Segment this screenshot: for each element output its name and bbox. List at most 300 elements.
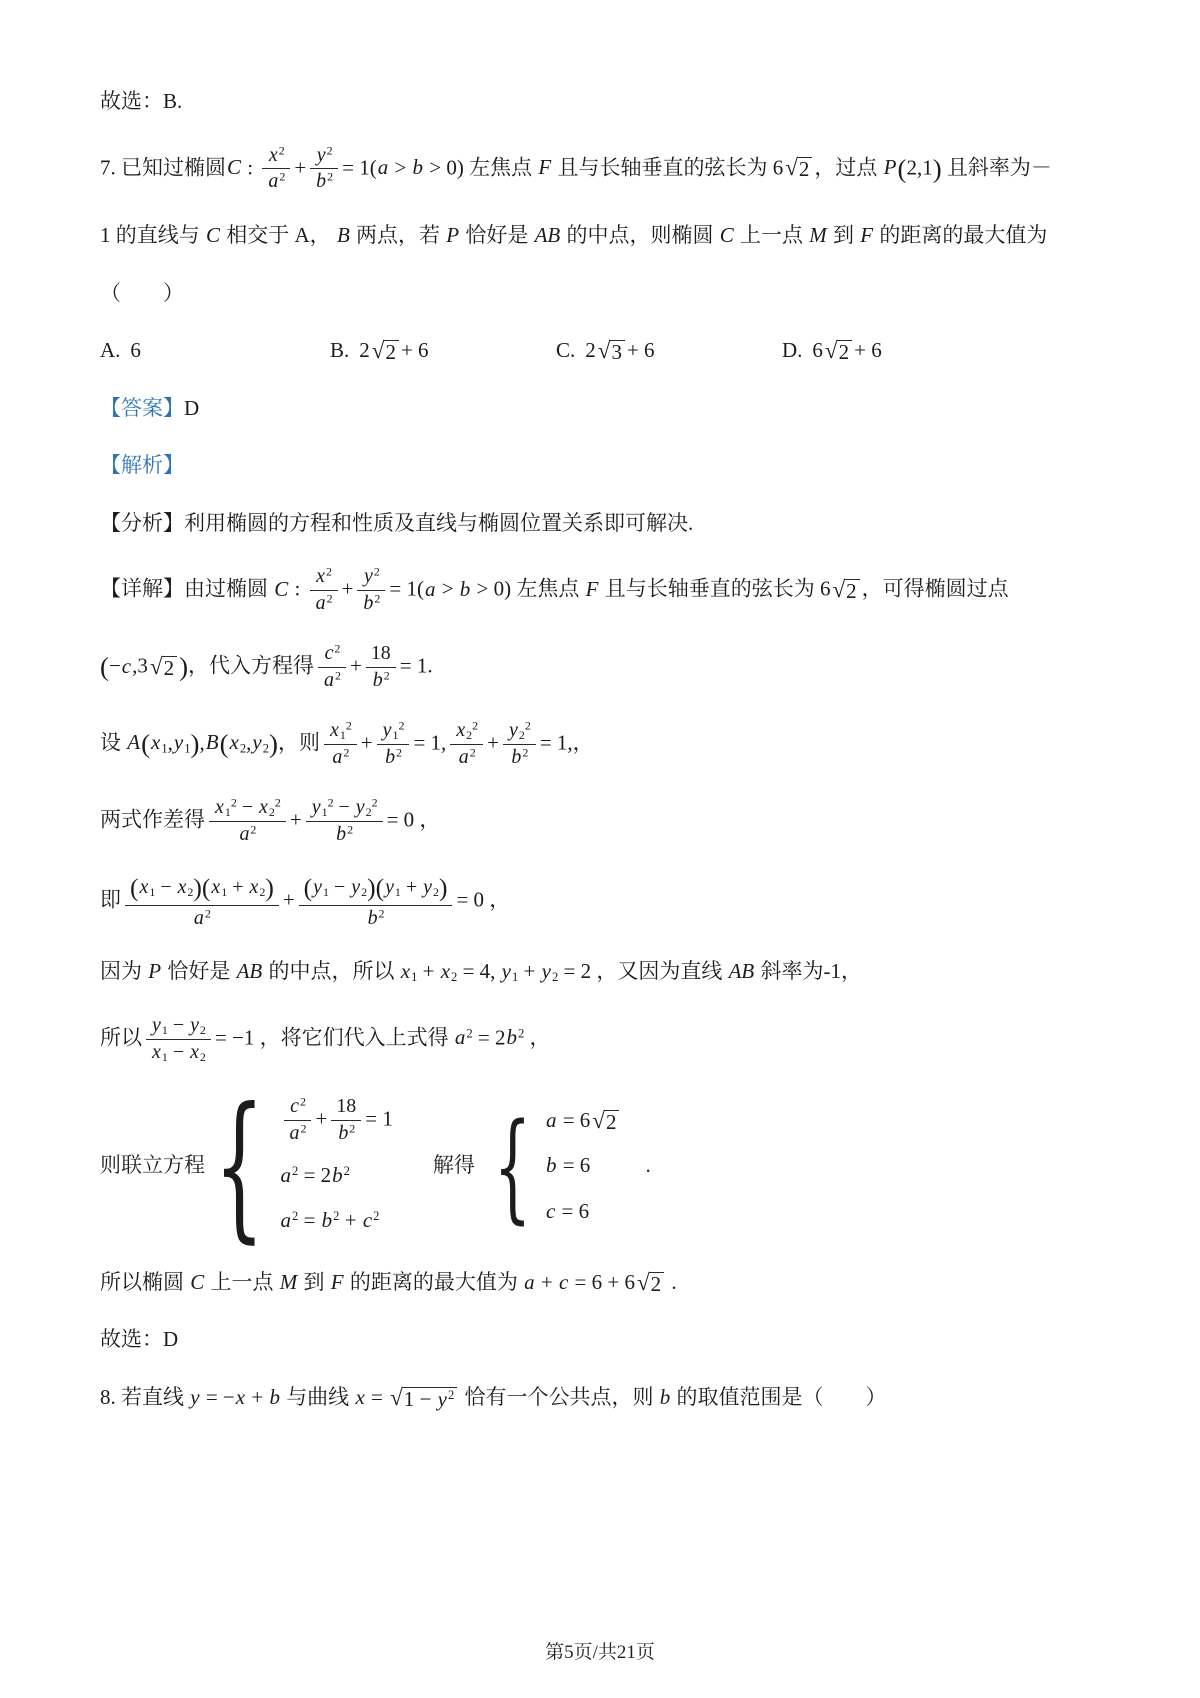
fraction-numerator bbox=[318, 642, 346, 668]
radical bbox=[832, 575, 859, 603]
subscript: 1 bbox=[394, 884, 401, 899]
math-var: AB bbox=[728, 959, 755, 984]
text-run: = 4, bbox=[457, 959, 501, 984]
text-run: 且与长轴垂直的弦长为 6 bbox=[552, 154, 784, 179]
radical bbox=[592, 1106, 619, 1134]
fraction bbox=[310, 565, 338, 616]
subscript: 2 bbox=[259, 884, 266, 899]
fraction-numerator bbox=[331, 1095, 361, 1121]
text-run: + bbox=[487, 730, 499, 755]
text-run: ，过点 bbox=[814, 154, 883, 179]
question-7-line-2 bbox=[100, 220, 1108, 252]
fraction-numerator bbox=[310, 565, 338, 591]
superscript: 2 bbox=[230, 795, 237, 810]
text-run: + bbox=[246, 1384, 269, 1409]
text-run: 【分析】利用椭圆的方程和性质及直线与椭圆位置关系即可解决. bbox=[100, 510, 694, 535]
option-label: B. bbox=[330, 338, 350, 363]
text-run: − bbox=[108, 653, 121, 678]
subscript: 2 bbox=[432, 884, 439, 899]
math-var: F bbox=[538, 154, 552, 179]
radicand bbox=[837, 340, 853, 364]
text-run: 故选：D bbox=[100, 1327, 179, 1352]
radical bbox=[371, 337, 399, 365]
radical-sign: √ bbox=[597, 337, 611, 364]
subscript: 2 bbox=[518, 728, 525, 743]
text-run: （ ） bbox=[100, 280, 184, 305]
detail-line-4 bbox=[100, 796, 1108, 847]
radicand bbox=[402, 1387, 457, 1411]
text-run: = 1. bbox=[399, 653, 433, 678]
radical-sign: √ bbox=[636, 1269, 650, 1295]
detail-line-8 bbox=[100, 1267, 1108, 1299]
text-run: ，可得椭圆过点 bbox=[861, 576, 1009, 601]
math-var: A bbox=[127, 730, 141, 755]
subscript: 1 bbox=[339, 728, 346, 743]
superscript: 2 bbox=[345, 718, 352, 733]
text-run: 的距离的最大值为 bbox=[344, 1269, 524, 1294]
fraction-denominator bbox=[209, 822, 286, 847]
math-var: b bbox=[316, 170, 327, 193]
text-run: + bbox=[282, 887, 295, 912]
math-var: x bbox=[355, 1384, 365, 1409]
radicand bbox=[162, 656, 178, 680]
superscript: 2 bbox=[300, 1121, 307, 1136]
subscript: 1 bbox=[184, 741, 191, 756]
math-var: F bbox=[330, 1269, 344, 1294]
math-var: x bbox=[190, 1040, 199, 1063]
math-var: c bbox=[545, 1198, 556, 1223]
paren: ) bbox=[265, 872, 274, 902]
radical bbox=[597, 337, 625, 365]
math-var: b bbox=[412, 154, 424, 179]
option-label: A. bbox=[100, 338, 121, 363]
math-var: b bbox=[363, 592, 374, 615]
text-run: = −1 ，将它们代入上式得 bbox=[214, 1025, 454, 1050]
text-run: = 6 bbox=[557, 1107, 591, 1132]
fraction-denominator bbox=[377, 745, 410, 770]
fraction-denominator bbox=[262, 169, 290, 194]
math-var: a bbox=[524, 1269, 535, 1294]
math-var: x bbox=[215, 796, 224, 818]
fraction bbox=[125, 873, 279, 931]
fraction-denominator bbox=[357, 591, 385, 616]
superscript: 2 bbox=[333, 1209, 340, 1224]
question-7-line-1 bbox=[100, 144, 1108, 195]
fraction-denominator bbox=[306, 822, 383, 847]
math-var: b bbox=[367, 906, 378, 929]
text-run: 恰好是 bbox=[162, 959, 236, 984]
math-var: c bbox=[362, 1208, 373, 1233]
fraction-numerator bbox=[209, 796, 286, 822]
equation-column bbox=[280, 1095, 393, 1237]
text-run: 上一点 bbox=[734, 223, 809, 248]
radical bbox=[636, 1269, 664, 1296]
superscript: 2 bbox=[472, 718, 479, 733]
radical-sign: √ bbox=[390, 1384, 403, 1410]
radicand bbox=[383, 340, 399, 364]
fraction-denominator bbox=[324, 745, 357, 770]
fraction-numerator bbox=[125, 873, 279, 906]
text-run: = 2 ，又因为直线 bbox=[558, 959, 728, 984]
text-run: 18 bbox=[336, 1094, 357, 1117]
text-run: > 0) 左焦点 bbox=[424, 154, 538, 179]
text-run: + bbox=[360, 730, 373, 755]
text-run: = 0 ， bbox=[386, 807, 441, 832]
text-run: 7. 已知过椭圆 bbox=[100, 154, 226, 179]
equation bbox=[280, 1095, 393, 1146]
radical bbox=[149, 652, 177, 680]
superscript: 2 bbox=[524, 718, 531, 733]
fraction-numerator bbox=[146, 1014, 211, 1040]
math-var: x bbox=[329, 719, 339, 742]
system-mid: 解得 bbox=[432, 1153, 475, 1178]
text-run: 的中点，则椭圆 bbox=[561, 223, 719, 248]
text-run: 斜率为-1， bbox=[755, 959, 863, 984]
text-run: 因为 bbox=[100, 959, 148, 984]
text-run: 2 bbox=[585, 338, 596, 363]
math-var: a bbox=[315, 592, 326, 615]
analysis-header bbox=[100, 450, 1108, 482]
superscript: 2 bbox=[274, 795, 281, 810]
superscript: 2 bbox=[378, 905, 385, 920]
fraction-denominator bbox=[310, 169, 338, 194]
superscript: 2 bbox=[278, 142, 285, 157]
text-run: 且与长轴垂直的弦长为 6 bbox=[599, 576, 831, 601]
math-var: a bbox=[454, 1025, 466, 1050]
prev-answer-line bbox=[100, 86, 1108, 118]
text-run: = 0 ， bbox=[456, 887, 511, 912]
math-var: a bbox=[377, 154, 389, 179]
superscript: 2 bbox=[299, 1094, 306, 1109]
option-label: C. bbox=[556, 338, 576, 363]
subscript: 1 bbox=[411, 970, 418, 985]
math-var: a bbox=[424, 576, 436, 601]
text-run: + bbox=[227, 875, 249, 898]
math-var: c bbox=[324, 642, 334, 665]
math-var: y bbox=[541, 959, 551, 984]
fraction-denominator bbox=[366, 668, 396, 693]
paren: ( bbox=[130, 872, 139, 902]
math-var: y bbox=[313, 875, 323, 898]
math-var: y bbox=[501, 959, 511, 984]
subscript: 2 bbox=[262, 741, 270, 756]
fraction-denominator bbox=[284, 1121, 312, 1146]
superscript: 2 bbox=[374, 591, 381, 606]
subscript: 2 bbox=[239, 741, 247, 756]
text-run: − bbox=[333, 796, 355, 818]
subscript: 2 bbox=[451, 970, 458, 985]
fraction-numerator bbox=[377, 719, 410, 745]
math-var: a bbox=[458, 746, 469, 769]
fraction bbox=[306, 796, 383, 847]
paren: ( bbox=[219, 728, 229, 759]
subscript: 2 bbox=[199, 1022, 206, 1037]
text-run: 恰有一个公共点，则 bbox=[459, 1384, 659, 1409]
subscript: 1 bbox=[321, 804, 328, 819]
text-run: ，则 bbox=[277, 730, 320, 755]
detail-line-6 bbox=[100, 956, 1108, 988]
radical bbox=[785, 153, 812, 181]
math-var: b bbox=[511, 746, 522, 769]
text-run: = bbox=[365, 1384, 389, 1409]
superscript: 2 bbox=[327, 169, 334, 184]
subscript: 1 bbox=[224, 804, 231, 819]
math-var: b bbox=[332, 1162, 343, 1187]
option-label: D. bbox=[782, 338, 803, 363]
equation bbox=[545, 1150, 590, 1182]
text-run: = 1,， bbox=[539, 730, 594, 755]
math-var: a bbox=[280, 1208, 292, 1233]
radicand bbox=[604, 1110, 620, 1134]
fraction bbox=[503, 719, 536, 770]
subscript: 1 bbox=[512, 970, 519, 985]
fraction bbox=[299, 873, 453, 931]
subscript: 2 bbox=[551, 970, 559, 985]
text-run: 6 bbox=[130, 338, 141, 363]
equation bbox=[280, 1205, 380, 1237]
text-run: = 1 bbox=[365, 1106, 393, 1131]
math-var: c bbox=[121, 653, 132, 678]
superscript: 2 bbox=[343, 1163, 350, 1178]
text-run: 2 bbox=[163, 655, 175, 680]
math-var: a bbox=[193, 906, 204, 929]
radicand bbox=[797, 157, 813, 181]
fraction-denominator bbox=[146, 1040, 211, 1065]
math-var: b bbox=[336, 822, 347, 845]
fraction bbox=[377, 719, 410, 770]
fraction-numerator bbox=[503, 719, 536, 745]
math-var: x bbox=[249, 875, 259, 898]
question-7-options bbox=[100, 335, 1108, 367]
radical bbox=[824, 337, 852, 365]
paren: ) bbox=[367, 872, 376, 902]
text-run: = bbox=[298, 1208, 321, 1233]
radical-sign: √ bbox=[371, 337, 385, 364]
fraction-numerator bbox=[310, 144, 338, 170]
math-var: C bbox=[190, 1269, 205, 1294]
math-var: x bbox=[151, 730, 161, 755]
math-var: x bbox=[440, 959, 451, 984]
text-run: . bbox=[666, 1269, 677, 1294]
math-var: x bbox=[211, 875, 221, 898]
detail-line-5 bbox=[100, 873, 1108, 931]
subscript: 2 bbox=[466, 728, 473, 743]
math-var: a bbox=[545, 1107, 557, 1132]
text-run: = 6 bbox=[556, 1198, 590, 1223]
text-run: 到 bbox=[298, 1269, 330, 1294]
text-run: 2 bbox=[605, 1109, 617, 1134]
math-var: y bbox=[355, 796, 365, 818]
subscript: 1 bbox=[392, 728, 399, 743]
math-var: y bbox=[316, 143, 326, 166]
analysis-line bbox=[100, 508, 1108, 540]
option-C bbox=[556, 335, 782, 367]
math-var: y bbox=[311, 796, 321, 818]
math-var: F bbox=[860, 223, 874, 248]
math-var: b bbox=[506, 1025, 517, 1050]
superscript: 2 bbox=[398, 718, 405, 733]
math-var: b bbox=[545, 1153, 557, 1178]
text-run: ， bbox=[524, 1025, 551, 1050]
text-run: + bbox=[518, 959, 541, 984]
math-var: a bbox=[332, 746, 343, 769]
math-var: y bbox=[190, 1384, 200, 1409]
math-var: x bbox=[177, 875, 187, 898]
subscript: 1 bbox=[149, 884, 156, 899]
text-run: + 6 bbox=[626, 338, 655, 363]
detail-line-7 bbox=[100, 1014, 1108, 1065]
text-run: + bbox=[289, 807, 302, 832]
text-run: , bbox=[199, 730, 205, 755]
text-run: > bbox=[389, 154, 412, 179]
math-var: a bbox=[268, 170, 279, 193]
math-var: b bbox=[385, 746, 396, 769]
math-var: B bbox=[205, 730, 219, 755]
math-var: C bbox=[206, 223, 221, 248]
fraction-numerator bbox=[366, 642, 396, 668]
superscript: 2 bbox=[383, 668, 390, 683]
superscript: 2 bbox=[522, 745, 529, 760]
text-run: = 2 bbox=[298, 1162, 332, 1187]
fraction bbox=[366, 642, 396, 693]
page-footer: 第5页/共21页 bbox=[545, 1642, 655, 1663]
math-var: P bbox=[148, 959, 162, 984]
text-run: + bbox=[417, 959, 440, 984]
text-run: − bbox=[167, 1013, 190, 1036]
math-var: C bbox=[274, 576, 289, 601]
text-run: 即 bbox=[100, 887, 121, 912]
text-run: + 6 bbox=[400, 338, 429, 363]
math-var: y bbox=[423, 875, 432, 898]
fraction-denominator bbox=[503, 745, 536, 770]
option-B bbox=[330, 335, 556, 367]
math-var: b bbox=[459, 576, 471, 601]
text-run: − bbox=[329, 875, 351, 898]
text-run: = 6 bbox=[557, 1153, 591, 1178]
text-run: 3 bbox=[611, 340, 622, 365]
math-var: b bbox=[659, 1384, 671, 1409]
math-var: b bbox=[338, 1121, 349, 1144]
superscript: 2 bbox=[250, 822, 257, 837]
text-run: 所以椭圆 bbox=[100, 1269, 190, 1294]
superscript: 2 bbox=[334, 668, 341, 683]
equation bbox=[280, 1160, 350, 1192]
math-var: y bbox=[190, 1013, 199, 1036]
text-run: 8. 若直线 bbox=[100, 1384, 190, 1409]
text-run: 6 bbox=[812, 338, 823, 363]
text-run: ，代入方程得 bbox=[188, 653, 315, 678]
text-run: = 1, bbox=[413, 730, 447, 755]
radical-sign: √ bbox=[824, 337, 838, 364]
math-var: P bbox=[446, 223, 460, 248]
text-run: 2,1 bbox=[906, 154, 933, 179]
text-run: + 6 bbox=[854, 338, 882, 363]
text-run: + bbox=[341, 576, 354, 601]
subscript: 1 bbox=[221, 884, 228, 899]
math-var: x bbox=[400, 959, 411, 984]
equation bbox=[545, 1105, 622, 1137]
subscript: 1 bbox=[161, 1022, 168, 1037]
text-run: + bbox=[349, 653, 362, 678]
paren: ( bbox=[897, 152, 907, 183]
math-var: y bbox=[382, 719, 392, 742]
text-run: = 1( bbox=[389, 576, 424, 601]
text-run: 的取值范围是（ ） bbox=[671, 1384, 887, 1409]
superscript: 2 bbox=[373, 1209, 380, 1224]
math-var: B bbox=[336, 223, 350, 248]
fraction-denominator bbox=[125, 906, 279, 931]
text-run: 1 − bbox=[403, 1387, 437, 1411]
paren: ( bbox=[303, 872, 313, 902]
text-run: − bbox=[155, 875, 177, 898]
math-var: y bbox=[385, 875, 394, 898]
math-var: x bbox=[316, 565, 326, 588]
superscript: 2 bbox=[292, 1209, 299, 1224]
fraction-denominator bbox=[299, 906, 453, 931]
fraction bbox=[450, 719, 483, 770]
superscript: 2 bbox=[326, 564, 332, 579]
math-var: y bbox=[152, 1013, 161, 1036]
text-run: : bbox=[289, 576, 306, 601]
text-run: + bbox=[315, 1106, 328, 1131]
math-var: M bbox=[809, 223, 827, 248]
accent-label: 【解析】 bbox=[100, 453, 184, 478]
paren: ) bbox=[193, 872, 202, 902]
detail-line-3 bbox=[100, 719, 1108, 770]
answer-line bbox=[100, 393, 1108, 425]
paren: ) bbox=[438, 872, 448, 902]
subscript: 2 bbox=[365, 804, 372, 819]
superscript: 2 bbox=[343, 745, 350, 760]
math-var: AB bbox=[236, 959, 263, 984]
text-run: 设 bbox=[100, 730, 127, 755]
fraction bbox=[284, 1095, 312, 1146]
fraction-numerator bbox=[306, 796, 383, 822]
math-var: y bbox=[252, 730, 262, 755]
text-run: D bbox=[184, 395, 200, 420]
text-run: , bbox=[167, 730, 173, 755]
document-body bbox=[100, 86, 1108, 1439]
paren: ) bbox=[269, 728, 278, 759]
superscript: 2 bbox=[326, 142, 333, 157]
math-var: C bbox=[227, 154, 242, 179]
subscript: 2 bbox=[199, 1049, 206, 1064]
question-8-line bbox=[100, 1382, 1108, 1414]
fraction-denominator bbox=[318, 668, 346, 693]
fraction bbox=[357, 565, 385, 616]
math-var: x bbox=[152, 1040, 161, 1063]
fraction-numerator bbox=[357, 565, 385, 591]
detail-line-1 bbox=[100, 565, 1108, 616]
text-run: 18 bbox=[370, 642, 391, 665]
math-var: y bbox=[363, 565, 373, 588]
text-run: 恰好是 bbox=[460, 223, 534, 248]
text-run: 两点，若 bbox=[350, 223, 446, 248]
text-run: > bbox=[436, 576, 459, 601]
text-run: 两式作差得 bbox=[100, 807, 205, 832]
fraction-denominator bbox=[331, 1121, 361, 1146]
system-suffix: . bbox=[645, 1153, 651, 1178]
radical-sign: √ bbox=[832, 575, 846, 602]
paren: ( bbox=[100, 651, 109, 682]
text-run: − bbox=[236, 796, 259, 818]
math-var: x bbox=[268, 143, 278, 166]
left-brace: { bbox=[214, 1073, 265, 1258]
math-var: b bbox=[269, 1384, 280, 1409]
math-var: x bbox=[139, 875, 149, 898]
superscript: 2 bbox=[447, 1388, 455, 1403]
text-run: > 0) 左焦点 bbox=[471, 576, 585, 601]
